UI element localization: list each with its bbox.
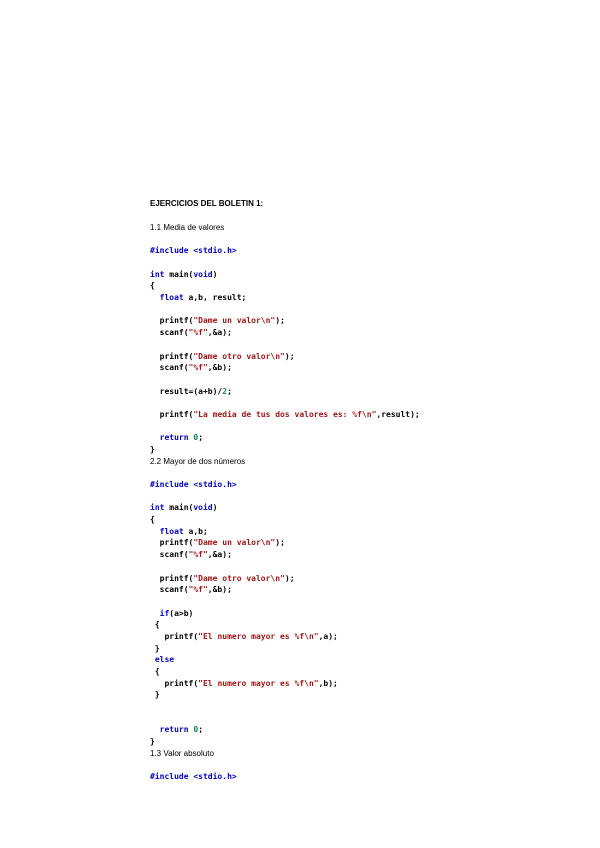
code-token: ,&a); <box>207 550 232 560</box>
code-token: ); <box>284 351 295 361</box>
code-line <box>150 654 570 666</box>
code-line <box>150 374 570 386</box>
code-line <box>150 631 570 643</box>
code-line <box>150 409 570 421</box>
code-token: { <box>150 667 160 676</box>
code-line <box>150 643 570 655</box>
code-token: printf( <box>150 573 194 583</box>
code-line <box>150 724 570 736</box>
code-line <box>150 701 570 713</box>
code-line <box>150 304 570 316</box>
code-block <box>150 269 570 456</box>
code-token: "%f" <box>188 550 208 560</box>
code-token: return <box>159 725 189 735</box>
code-line <box>150 292 570 304</box>
code-token: } <box>150 445 155 454</box>
code-token: "Dame un valor\n" <box>193 538 276 548</box>
section-title: 2.2 Mayor de dos números <box>150 456 246 466</box>
code-token: ,result); <box>376 409 420 419</box>
code-line <box>150 386 570 398</box>
code-token <box>150 725 160 734</box>
code-line <box>150 549 570 561</box>
code-token: ,&a); <box>207 328 232 338</box>
code-line <box>150 514 570 526</box>
code-token: scanf( <box>150 585 189 595</box>
code-token: ) <box>212 503 218 513</box>
code-line <box>150 502 570 514</box>
code-token: a,b; <box>183 526 208 536</box>
code-line <box>150 280 570 292</box>
code-line <box>150 327 570 339</box>
code-token: "%f" <box>188 585 208 595</box>
code-token: ,&b); <box>207 363 232 373</box>
code-line <box>150 678 570 690</box>
code-token: "La media de tus dos valores es: %f\n" <box>193 409 377 419</box>
section-valor-absoluto <box>150 748 570 783</box>
code-token: printf( <box>150 678 199 688</box>
code-line <box>150 608 570 620</box>
document-content <box>150 198 570 783</box>
code-token: } <box>150 737 155 747</box>
code-line <box>150 397 570 409</box>
code-line <box>150 421 570 433</box>
code-token: printf( <box>150 351 194 361</box>
code-token <box>150 433 160 442</box>
code-token: main( <box>164 503 194 513</box>
code-token: "Dame un valor\n" <box>193 316 276 326</box>
code-token: int <box>150 503 165 513</box>
code-line <box>150 736 570 748</box>
include-line: #include <stdio.h> <box>150 246 237 255</box>
include-line: #include <stdio.h> <box>150 479 237 489</box>
code-token: "El numero mayor es %f\n" <box>198 631 319 641</box>
code-token: printf( <box>150 631 199 641</box>
code-token: "%f" <box>188 328 208 338</box>
code-token: float <box>159 526 184 536</box>
code-token: ,&b); <box>207 585 232 595</box>
code-token: ,a); <box>318 631 338 641</box>
code-line <box>150 573 570 585</box>
code-token: int <box>150 269 165 279</box>
code-line <box>150 315 570 327</box>
code-token: main( <box>164 269 194 279</box>
code-token: 2 <box>222 386 228 396</box>
code-token <box>150 609 160 618</box>
code-token: printf( <box>150 538 194 548</box>
code-token: "El numero mayor es %f\n" <box>198 678 319 688</box>
code-token: 0 <box>193 725 199 735</box>
code-token: } <box>150 690 160 700</box>
code-token: ) <box>212 269 218 279</box>
code-token <box>150 527 160 536</box>
code-token: printf( <box>150 316 194 326</box>
code-line <box>150 713 570 725</box>
code-line <box>150 444 570 456</box>
code-token: if <box>159 608 170 618</box>
code-line <box>150 432 570 444</box>
code-token: return <box>159 433 189 443</box>
code-token: a,b, result; <box>183 293 247 303</box>
code-token: 0 <box>193 433 199 443</box>
code-token: ; <box>198 725 204 735</box>
code-line <box>150 689 570 701</box>
code-line <box>150 526 570 538</box>
code-token: ); <box>275 316 285 326</box>
code-token: { <box>150 620 160 630</box>
section-mayor-numeros <box>150 456 570 748</box>
code-token <box>150 293 160 302</box>
code-line <box>150 269 570 281</box>
code-block <box>150 502 570 747</box>
code-token: void <box>193 269 213 279</box>
code-token: void <box>193 503 213 513</box>
code-token: ; <box>227 386 232 396</box>
code-line <box>150 666 570 678</box>
section-media-valores <box>150 222 570 456</box>
code-token: { <box>150 515 155 525</box>
code-token: ,b); <box>318 678 338 688</box>
code-line <box>150 584 570 596</box>
code-token: else <box>154 655 175 665</box>
document-heading: EJERCICIOS DEL BOLETIN 1: <box>150 199 264 208</box>
code-token: ); <box>284 573 295 583</box>
code-token: float <box>159 293 184 303</box>
code-token: (a>b) <box>169 608 194 618</box>
section-title: 1.1 Media de valores <box>150 223 225 232</box>
code-line <box>150 362 570 374</box>
code-token: ; <box>198 433 204 443</box>
code-token: scanf( <box>150 328 189 338</box>
code-line <box>150 596 570 608</box>
code-line <box>150 351 570 363</box>
code-line <box>150 537 570 549</box>
code-token: ); <box>275 538 285 548</box>
code-token: "%f" <box>188 363 208 373</box>
code-line <box>150 619 570 631</box>
code-token: scanf( <box>150 363 189 373</box>
code-token: } <box>150 643 160 653</box>
section-title: 1.3 Valor absoluto <box>150 748 214 758</box>
code-token: { <box>150 281 155 291</box>
code-token: "Dame otro valor\n" <box>193 351 285 361</box>
code-token: printf( <box>150 409 194 419</box>
code-line <box>150 339 570 351</box>
code-token: "Dame otro valor\n" <box>193 573 285 583</box>
code-token: result=(a+b)/ <box>150 386 223 396</box>
include-line: #include <stdio.h> <box>150 771 237 781</box>
code-line <box>150 561 570 573</box>
code-token: scanf( <box>150 550 189 560</box>
